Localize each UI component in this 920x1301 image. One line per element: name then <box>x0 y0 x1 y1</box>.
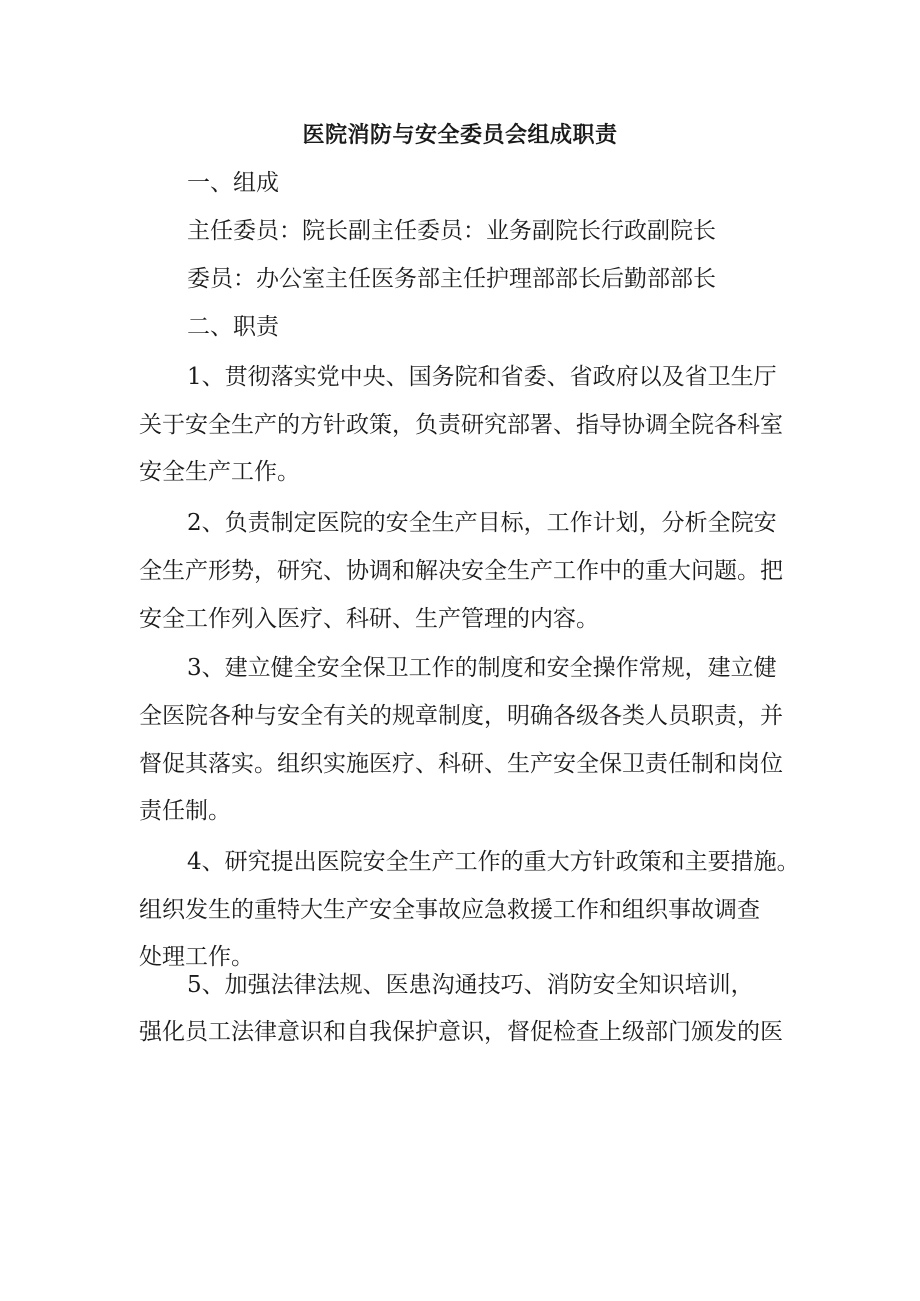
paragraph-line: 责任制。 <box>139 798 231 824</box>
paragraph-line: 2、负责制定医院的安全生产目标，工作计划，分析全院安 <box>187 510 777 536</box>
paragraph-line: 4、研究提出医院安全生产工作的重大方针政策和主要措施。 <box>187 849 800 875</box>
paragraph-line: 安全工作列入医疗、科研、生产管理的内容。 <box>139 606 599 632</box>
paragraph-line: 全医院各种与安全有关的规章制度，明确各级各类人员职责，并 <box>139 703 783 729</box>
paragraph-line: 5、加强法律法规、医患沟通技巧、消防安全知识培训， <box>187 972 754 998</box>
paragraph-line: 组织发生的重特大生产安全事故应急救援工作和组织事故调查 <box>139 897 760 923</box>
paragraph-line: 委员：办公室主任医务部主任护理部部长后勤部部长 <box>187 266 716 292</box>
paragraph-line: 安全生产工作。 <box>139 459 300 485</box>
document-title: 医院消防与安全委员会组成职责 <box>302 122 618 148</box>
paragraph-line: 处理工作。 <box>139 944 254 970</box>
paragraph-line: 主任委员：院长副主任委员：业务副院长行政副院长 <box>187 218 716 244</box>
paragraph-line: 关于安全生产的方针政策，负责研究部署、指导协调全院各科室 <box>139 412 783 438</box>
paragraph-line: 全生产形势，研究、协调和解决安全生产工作中的重大问题。把 <box>139 558 783 584</box>
paragraph-line: 强化员工法律意识和自我保护意识，督促检查上级部门颁发的医 <box>139 1019 783 1045</box>
section-heading-composition: 一、组成 <box>187 170 279 196</box>
paragraph-line: 督促其落实。组织实施医疗、科研、生产安全保卫责任制和岗位 <box>139 751 783 777</box>
section-heading-duties: 二、职责 <box>187 314 279 340</box>
paragraph-line: 1、贯彻落实党中央、国务院和省委、省政府以及省卫生厅 <box>187 364 777 390</box>
paragraph-line: 3、建立健全安全保卫工作的制度和安全操作常规，建立健 <box>187 655 777 681</box>
